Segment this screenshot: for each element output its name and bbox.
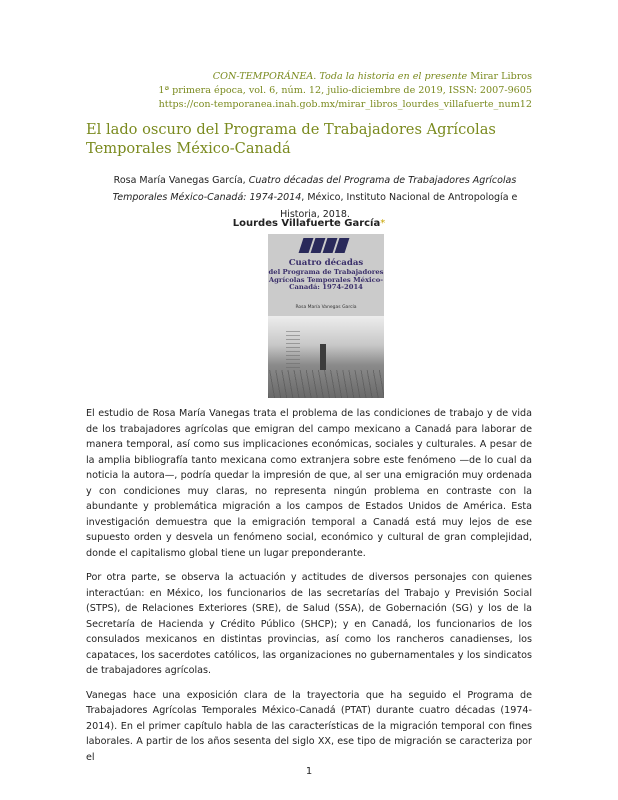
cover-title-main: Cuatro décadas [288,258,364,268]
reviewer-name-text: Lourdes Villafuerte García [232,218,381,229]
citation-publisher: , México, Instituto Nacional de Antropología e Historia, 2018. [280,192,518,220]
book-citation [100,172,530,223]
reviewer-name [0,218,618,229]
page-number: 1 [305,766,313,777]
section-name: Mirar Libros [470,71,532,82]
cover-title [268,258,384,292]
article-body [86,406,532,774]
header-line-2: 1ª primera época, vol. 6, núm. 12, julio-diciembre de 2019, ISSN: 2007-9605 [158,85,532,96]
journal-header [72,70,532,112]
footnote-mark[interactable]: * [380,218,386,229]
cover-logo-icon [301,238,349,257]
journal-name: CON-TEMPORÁNEA. Toda la historia en el presente [212,71,468,82]
book-cover-image [268,234,384,398]
paragraph: Vanegas hace una exposición clara de la trayectoria que ha seguido el Programa de Trabajadores Agrícolas Temporales México-Canadá (PTAT) durante cuatro décadas (1974-2014). En el primer capítulo habla de las características de la migración temporal con fines laborales. A partir de los años sesenta del siglo XX, ese tipo de migración se caracteriza por el [86,689,532,763]
header-line-1 [72,70,532,84]
paragraph: El estudio de Rosa María Vanegas trata el problema de las condiciones de trabajo y de vida de los trabajadores agrícolas que emigran del campo mexicano a Canadá para laborar de manera temporal, así como sus implicaciones económicas, sociales y culturales. A pesar de la amplia bibliografía tanto mexicana como extranjera sobre este fenómeno —de lo cual da noticia la autora—, podría quedar la impresión de que, al ser una emigración muy ordenada y con condiciones muy claras, no representa ningún problema en contraste con la abundante y problemática migración a los campos de Estados Unidos de América. Esta investigación demuestra que la emigración temporal a Canadá está muy lejos de ese supuesto orden y desvela un fenómeno social, económico y cultural de gran complejidad, donde el capitalismo global tiene un lugar preponderante. [86,408,532,559]
cover-photo [268,316,384,398]
article-title: El lado oscuro del Programa de Trabajadores Agrícolas Temporales México-Canadá [86,121,496,157]
cover-author: Rosa María Vanegas García [295,305,357,310]
header-url[interactable]: https://con-temporanea.inah.gob.mx/mirar_libros_lourdes_villafuerte_num12 [158,99,532,110]
citation-book-title: Cuatro décadas del Programa de Trabajadores Agrícolas Temporales México-Canadá: 1974-2014 [112,175,517,203]
citation-author: Rosa María Vanegas García, [113,175,246,186]
paragraph: Por otra parte, se observa la actuación y actitudes de diversos personajes con quienes interactúan: en México, los funcionarios de las secretarías del Trabajo y Previsión Social (STPS), de Relaciones Exteriores (SRE), de Salud (SSA), de Gobernación (SG) y los de la Secretaría de Hacienda y Crédito Público (SHCP); y en Canadá, los funcionarios de los consulados mexicanos en distintas provincias, así como los rancheros canadienses, los capataces, los sacerdotes católicos, las organizaciones no gubernamentales y los sindicatos de trabajadores agrícolas. [86,572,532,676]
cover-title-sub: del Programa de Trabajadores Agrícolas Temporales México-Canadá: 1974-2014 [268,268,384,291]
